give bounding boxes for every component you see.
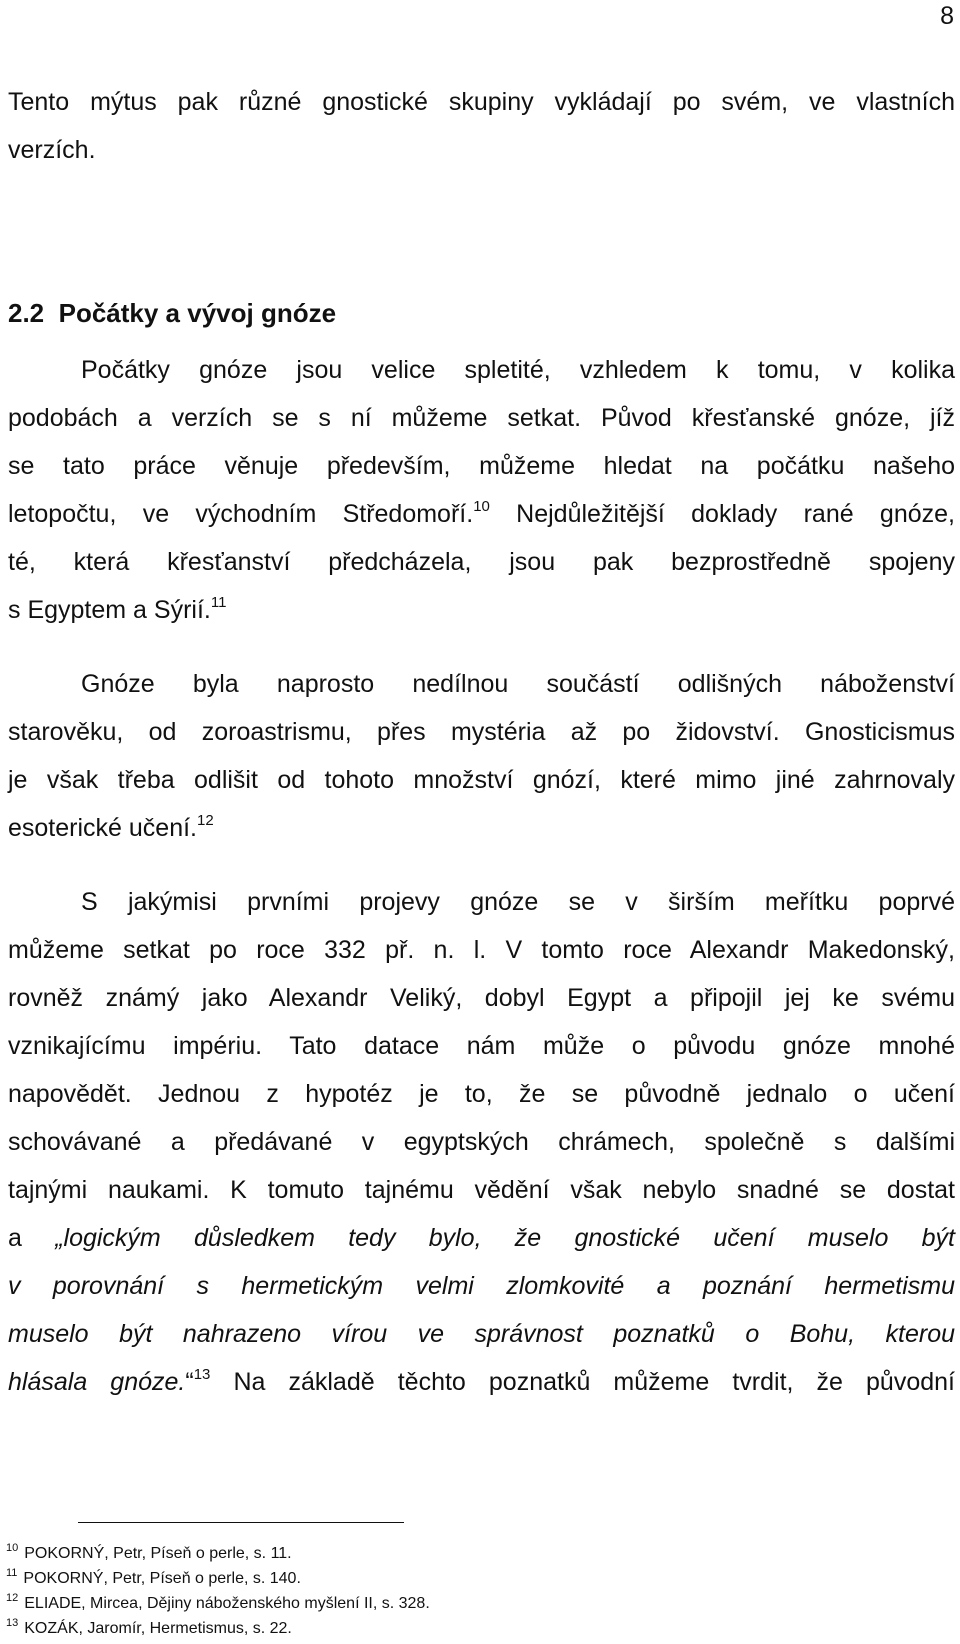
paragraph-line: můžeme setkat po roce 332 př. n. l. V tomto roce Alexandr Makedonský, bbox=[8, 936, 955, 964]
footnote-12 bbox=[6, 1594, 430, 1615]
paragraph-line bbox=[8, 1319, 955, 1349]
paragraph-line: podobách a verzích se s ní můžeme setkat. Původ křesťanské gnóze, jíž bbox=[8, 404, 955, 432]
text-run: “ bbox=[185, 1368, 194, 1396]
paragraph-line bbox=[8, 1223, 955, 1253]
paragraph-line bbox=[8, 1271, 955, 1301]
paragraph-line: Gnóze byla naprosto nedílnou součástí odlišných náboženství bbox=[81, 670, 955, 698]
footnote-text: POKORNÝ, Petr, Píseň o perle, s. 11. bbox=[24, 1545, 292, 1562]
footnote-ref-12[interactable]: 12 bbox=[197, 812, 214, 829]
paragraph-line: té, která křesťanství předcházela, jsou pak bezprostředně spojeny bbox=[8, 548, 955, 576]
footnote-number: 11 bbox=[6, 1567, 18, 1579]
paragraph-line bbox=[8, 595, 955, 629]
paragraph-line bbox=[8, 1367, 955, 1401]
paragraph-line: rovněž známý jako Alexandr Veliký, dobyl Egypt a připojil jej ke svému bbox=[8, 984, 955, 1012]
paragraph-line: je však třeba odlišit od tohoto množství gnózí, které mimo jiné zahrnovaly bbox=[8, 766, 955, 794]
section-heading bbox=[8, 297, 336, 329]
footnote-10 bbox=[6, 1544, 292, 1565]
footnote-ref-13[interactable]: 13 bbox=[193, 1366, 211, 1383]
paragraph-line bbox=[8, 813, 955, 847]
footnote-13 bbox=[6, 1619, 292, 1640]
footnote-ref-10[interactable]: 10 bbox=[473, 498, 490, 515]
paragraph-line: vznikajícímu impériu. Tato datace nám může o původu gnóze mnohé bbox=[8, 1032, 955, 1060]
footnote-text: POKORNÝ, Petr, Píseň o perle, s. 140. bbox=[23, 1570, 301, 1587]
paragraph-line: se tato práce věnuje především, můžeme hledat na počátku našeho bbox=[8, 452, 955, 480]
footnote-number: 13 bbox=[6, 1617, 19, 1629]
paragraph-line bbox=[8, 499, 955, 533]
section-title: Počátky a vývoj gnóze bbox=[58, 298, 337, 328]
paragraph-line: napovědět. Jednou z hypotéz je to, že se původně jednalo o učení bbox=[8, 1080, 955, 1108]
page-number: 8 bbox=[940, 2, 954, 30]
quote-text: „logickým důsledkem tedy bylo, že gnostické učení muselo být bbox=[55, 1224, 955, 1252]
text-run: Nejdůležitější doklady rané gnóze, bbox=[489, 500, 955, 528]
text-run: a bbox=[8, 1224, 56, 1252]
quote-text: muselo být nahrazeno vírou ve správnost poznatků o Bohu, kterou bbox=[8, 1320, 955, 1348]
text-run: s Egyptem a Sýrií. bbox=[8, 596, 211, 624]
footnote-number: 12 bbox=[6, 1592, 19, 1604]
paragraph-line: starověku, od zoroastrismu, přes mystéria až po židovství. Gnosticismus bbox=[8, 718, 955, 746]
intro-line: verzích. bbox=[8, 136, 96, 164]
footnote-11 bbox=[6, 1569, 301, 1590]
footnote-ref-11[interactable]: 11 bbox=[210, 594, 227, 611]
footnote-divider bbox=[78, 1522, 404, 1523]
footnote-number: 10 bbox=[6, 1542, 19, 1554]
paragraph-line: schovávané a předávané v egyptských chrámech, společně s dalšími bbox=[8, 1128, 955, 1156]
quote-text: hlásala gnóze. bbox=[8, 1368, 186, 1396]
paragraph-line: S jakýmisi prvními projevy gnóze se v širším meřítku poprvé bbox=[81, 888, 955, 916]
text-run: letopočtu, ve východním Středomoří. bbox=[8, 500, 474, 528]
text-run: esoterické učení. bbox=[8, 814, 197, 842]
paragraph-line: Počátky gnóze jsou velice spletité, vzhledem k tomu, v kolika bbox=[81, 356, 955, 384]
footnote-text: ELIADE, Mircea, Dějiny náboženského myšlení II, s. 328. bbox=[24, 1595, 430, 1612]
quote-text: v porovnání s hermetickým velmi zlomkovité a poznání hermetismu bbox=[8, 1272, 955, 1300]
section-number: 2.2 bbox=[8, 298, 45, 328]
text-run: Na základě těchto poznatků můžeme tvrdit, že původní bbox=[210, 1368, 955, 1396]
intro-line: Tento mýtus pak různé gnostické skupiny vykládají po svém, ve vlastních bbox=[8, 88, 955, 116]
paragraph-line: tajnými naukami. K tomuto tajnému vědění však nebylo snadné se dostat bbox=[8, 1176, 955, 1204]
footnote-text: KOZÁK, Jaromír, Hermetismus, s. 22. bbox=[24, 1620, 292, 1637]
